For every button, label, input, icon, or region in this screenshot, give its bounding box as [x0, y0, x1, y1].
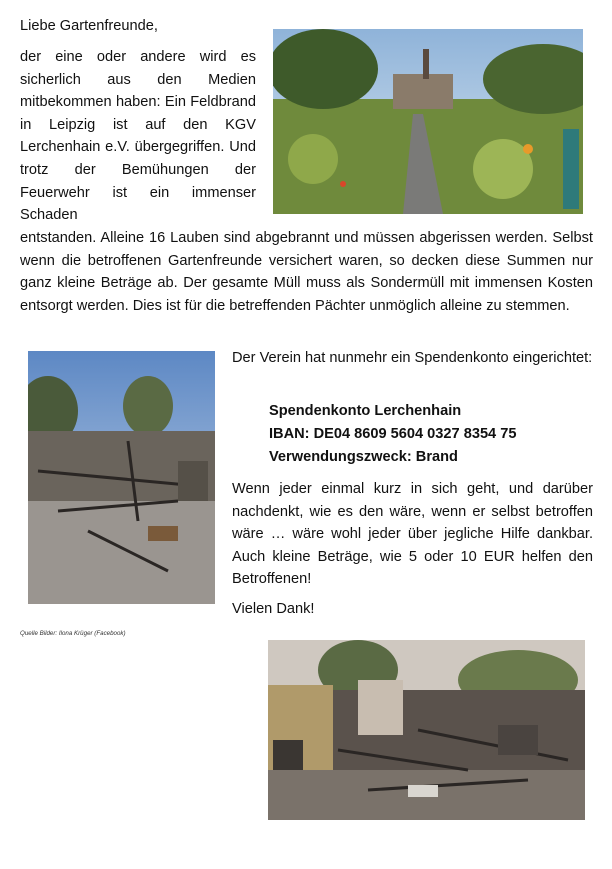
donation-purpose: Verwendungszweck: Brand	[269, 449, 458, 465]
paragraph-intro: der eine oder andere wird es sicherlich aus den Medien mitbekommen haben: Ein Feldbrand in Leipzig ist auf den KGV Lerchenhain e.V. übergegriffen. Und trotz der Bemühungen der Feuerwehr ist ein immenser Schaden	[20, 49, 256, 224]
paragraph-appeal: Wenn jeder einmal kurz in sich geht, und darüber nachdenkt, wie es den wäre, wenn er selbst betroffen wäre … wäre wohl jeder über jegliche Hilfe dankbar. Auch kleine Beträge, wie 5 oder 10 EUR helfen den Betroffenen!	[232, 481, 593, 588]
paragraph-damage: entstanden. Alleine 16 Lauben sind abgebrannt und müssen abgerissen werden. Selbst wenn die betroffenen Gartenfreunde versichert waren, so decken diese Summen nur ganz kleine Beträge ab. Der gesamte Müll muss als Sondermüll mit immensen Kosten entsorgt werden. Dies ist für die betreffenden Pächter unmöglich alleine zu stemmen.	[20, 230, 593, 314]
photo-credit: Quelle Bilder: Ilona Krüger (Facebook)	[20, 630, 126, 637]
paragraph-account-intro: Der Verein hat nunmehr ein Spendenkonto eingerichtet:	[232, 350, 593, 366]
burned-ruins-photo	[28, 351, 215, 604]
destroyed-lauben-photo	[268, 640, 585, 820]
garden-path-photo	[273, 29, 583, 214]
donation-account-name: Spendenkonto Lerchenhain	[269, 403, 462, 419]
donation-iban: IBAN: DE04 8609 5604 0327 8354 75	[269, 426, 517, 442]
greeting: Liebe Gartenfreunde,	[20, 18, 158, 34]
closing-thanks: Vielen Dank!	[232, 601, 315, 617]
